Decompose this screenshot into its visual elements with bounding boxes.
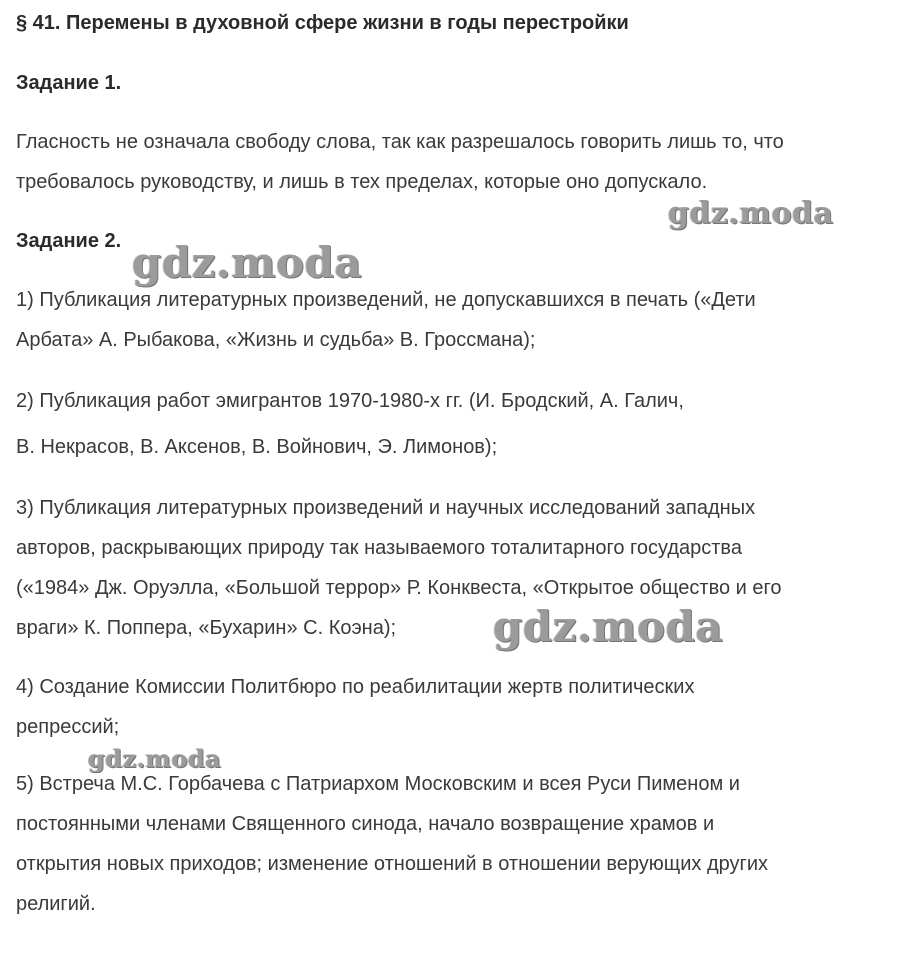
task2-item-line: 2) Публикация работ эмигрантов 1970-1980-х гг. (И. Бродский, А. Галич, <box>16 390 684 412</box>
task2-item-2 <box>16 378 902 470</box>
task2-item-line: («1984» Дж. Оруэлла, «Большой террор» Р. Конквеста, «Открытое общество и его <box>16 577 782 599</box>
task1-heading: Задание 1. <box>16 72 122 94</box>
task2-item-line: 4) Создание Комиссии Политбюро по реабилитации жертв политических <box>16 676 695 698</box>
task2-item-line: авторов, раскрывающих природу так называемого тоталитарного государства <box>16 537 742 559</box>
task2-item-line: В. Некрасов, В. Аксенов, В. Войнович, Э. Лимонов); <box>16 436 498 458</box>
task2-item-line: 3) Публикация литературных произведений и научных исследований западных <box>16 497 756 519</box>
watermark-logo: gdz.moda <box>88 744 222 773</box>
task2-item-line: постоянными членами Священного синода, начало возвращение храмов и <box>16 813 715 835</box>
task2-item-line: репрессий; <box>16 716 120 738</box>
task2-item-4 <box>16 667 902 747</box>
watermark-logo: gdz.moda <box>493 602 724 651</box>
task2-item-line: религий. <box>16 893 96 915</box>
task2-item-5 <box>16 764 902 924</box>
task2-item-3 <box>16 488 902 648</box>
task1-answer <box>16 122 902 202</box>
task2-item-line: 1) Публикация литературных произведений, не допускавшихся в печать («Дети <box>16 289 756 311</box>
task2-item-line: Арбата» А. Рыбакова, «Жизнь и судьба» В. Гроссмана); <box>16 329 536 351</box>
watermark-logo: gdz.moda <box>132 238 363 287</box>
task2-item-1 <box>16 280 902 360</box>
task1-line: Гласность не означала свободу слова, так как разрешалось говорить лишь то, что <box>16 131 784 153</box>
task1-line: требовалось руководству, и лишь в тех пределах, которые оно допускало. <box>16 171 708 193</box>
task2-item-line: враги» К. Поппера, «Бухарин» С. Коэна); <box>16 617 397 639</box>
task2-item-line: 5) Встреча М.С. Горбачева с Патриархом Московским и всея Руси Пименом и <box>16 773 740 795</box>
task2-item-line: открытия новых приходов; изменение отношений в отношении верующих других <box>16 853 769 875</box>
task2-heading: Задание 2. <box>16 230 122 252</box>
watermark-logo: gdz.moda <box>668 196 834 231</box>
page-title: § 41. Перемены в духовной сфере жизни в годы перестройки <box>16 12 629 34</box>
